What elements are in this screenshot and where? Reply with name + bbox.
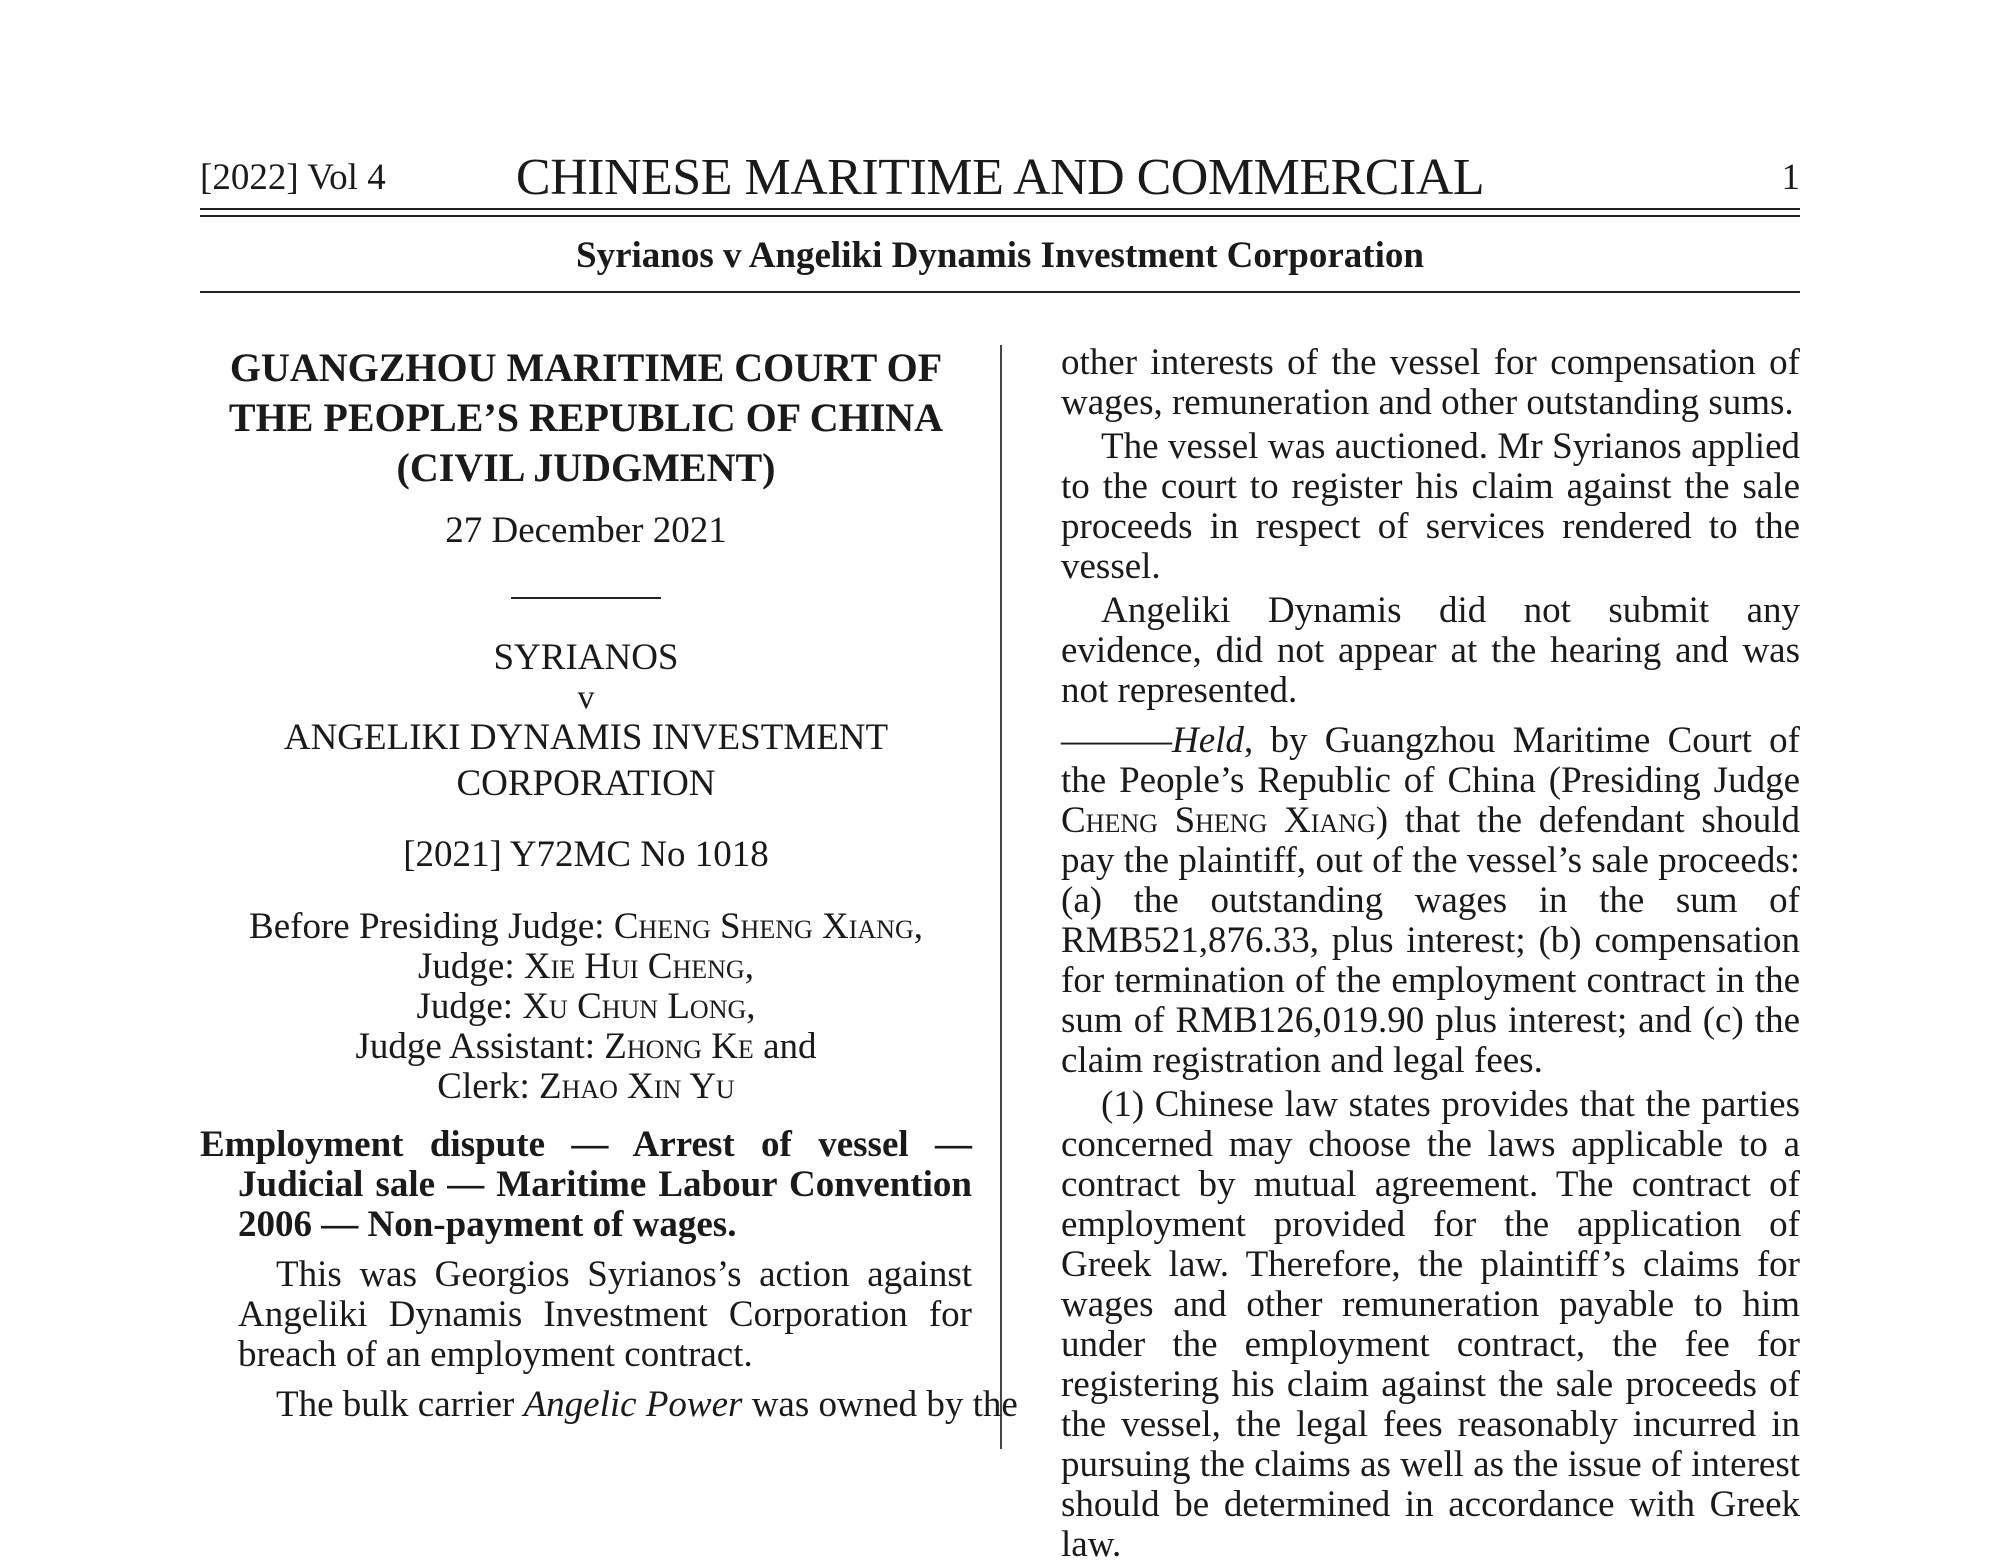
held-paragraph: ———Held, by Guangzhou Maritime Court of the People’s Republic of China (Presiding Judge Cheng Sheng Xiang) that the defendant should pay the plaintiff, out of the vessel’s sale proceeds: (a) the outstanding wages in the sum of RMB521,876.33, plus interest; (b) compensation for termination of the employment contract in the sum of RMB126,019.90 plus interest; and (c) the claim registration and legal fees.	[1061, 720, 1801, 1081]
defendant-name: ANGELIKI DYNAMIS INVESTMENT	[283, 717, 889, 758]
headnote-paragraph: The vessel was auctioned. Mr Syrianos applied to the court to register his claim against the sale proceeds in respect of services rendered to the vessel.	[1061, 426, 1800, 587]
plaintiff-name: SYRIANOS	[493, 637, 679, 678]
judgment-date: 27 December 2021	[445, 510, 727, 551]
volume-label: [2022] Vol 4	[200, 157, 386, 198]
left-column	[200, 343, 1018, 1425]
judge-name: Zhong Ke	[604, 1026, 754, 1067]
vessel-name: Angelic Power	[523, 1384, 743, 1425]
bench-line: Judge: Xu Chun Long,	[416, 986, 756, 1027]
case-number: [2021] Y72MC No 1018	[403, 834, 769, 875]
bench-line: Before Presiding Judge: Cheng Sheng Xiang,	[249, 906, 923, 947]
judge-name: Xie Hui Cheng	[523, 946, 745, 987]
running-head	[200, 148, 1800, 206]
court-title-line: THE PEOPLE’S REPUBLIC OF CHINA	[228, 395, 944, 440]
case-short-title: Syrianos v Angeliki Dynamis Investment Corporation	[576, 235, 1424, 276]
judge-name: Cheng Sheng Xiang	[1061, 800, 1376, 841]
column-divider	[1000, 345, 1002, 1449]
versus-label: v	[577, 679, 595, 716]
judge-name: Zhao Xin Yu	[539, 1066, 735, 1107]
header-rule-bottom	[200, 215, 1800, 217]
bench-line: Judge Assistant: Zhong Ke and	[355, 1026, 817, 1067]
parties	[200, 635, 972, 807]
summary-paragraph-2: The bulk carrier Angelic Power was owned by the	[276, 1384, 1018, 1425]
page-number: 1	[1781, 157, 1800, 198]
defendant-name-cont: CORPORATION	[456, 763, 716, 804]
judge-name: Xu Chun Long	[522, 986, 747, 1027]
separator-rule	[511, 597, 661, 599]
court-title-line: (CIVIL JUDGMENT)	[396, 445, 776, 490]
court-title	[200, 343, 972, 493]
bench	[200, 907, 972, 1107]
headnote-paragraph: other interests of the vessel for compensation of wages, remuneration and other outstanding sums.	[1061, 342, 1800, 423]
holding-paragraph: (1) Chinese law states provides that the parties concerned may choose the laws applicable to a contract by mutual agreement. The contract of employment provided for the application of Greek law. Therefore, the plaintiff’s claims for wages and other remuneration payable to him under the employment contract, the fee for registering his claim against the sale proceeds of the vessel, the legal fees reasonably incurred in pursuing the claims as well as the issue of interest should be determined in accordance with Greek law.	[1061, 1084, 1800, 1565]
right-column	[1061, 343, 1800, 1565]
bench-line: Judge: Xie Hui Cheng,	[418, 946, 754, 987]
case-title-rule	[200, 291, 1800, 293]
bench-line: Clerk: Zhao Xin Yu	[437, 1066, 735, 1107]
header-rule-top	[200, 208, 1800, 210]
catchwords: Employment dispute — Arrest of vessel — Judicial sale — Maritime Labour Convention 2006 — Non-payment of wages.	[200, 1124, 972, 1245]
headnote-paragraph: Angeliki Dynamis did not submit any evidence, did not appear at the hearing and was not represented.	[1061, 590, 1800, 711]
held-label: Held	[1172, 720, 1244, 761]
report-series-title: CHINESE MARITIME AND COMMERCIAL	[515, 149, 1485, 206]
judge-name: Cheng Sheng Xiang	[613, 906, 914, 947]
summary-paragraph: This was Georgios Syrianos’s action against Angeliki Dynamis Investment Corporation for breach of an employment contract.	[238, 1254, 972, 1375]
court-title-line: GUANGZHOU MARITIME COURT OF	[229, 345, 943, 390]
